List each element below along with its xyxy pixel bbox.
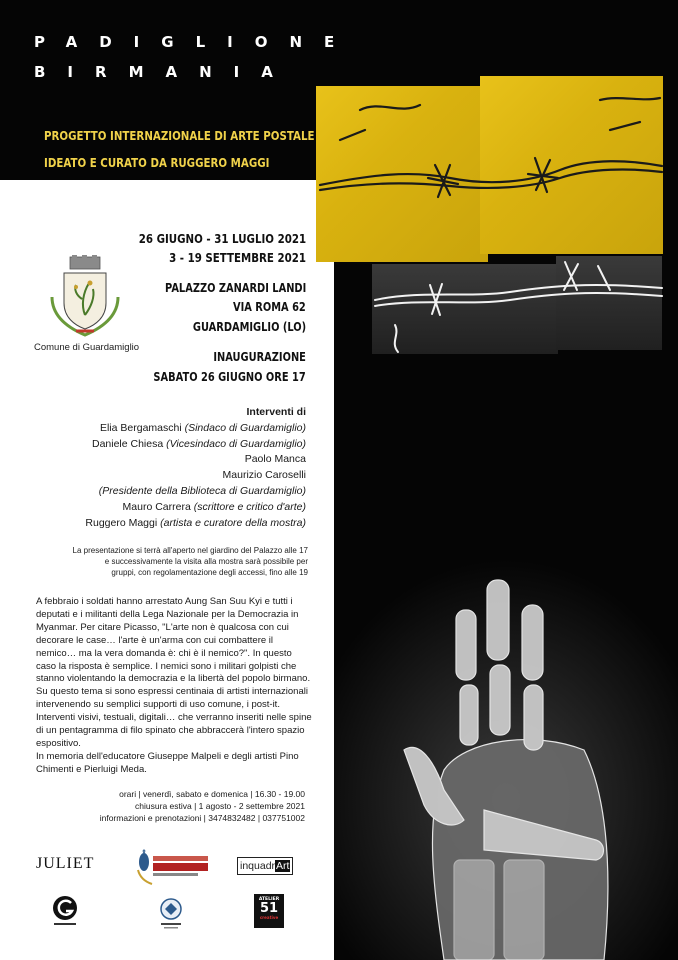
opening-label: INAUGURAZIONE [213, 350, 306, 364]
venue-city: GUARDAMIGLIO (LO) [192, 320, 306, 334]
presentation-line: e successivamente la visita alla mostra sarà possibile per [104, 557, 308, 566]
presentation-note [36, 545, 308, 578]
speaker-role: (artista e curatore della mostra) [160, 516, 306, 529]
padiglione-birmania-logo [134, 848, 210, 886]
speakers-list [85, 405, 306, 531]
subtitle-line-2: IDEATO E CURATO DA RUGGERO MAGGI [44, 155, 270, 170]
speaker-name: Elia Bergamaschi [99, 421, 182, 434]
speaker-row [85, 516, 306, 532]
atelier-bottom-text: creative [259, 915, 279, 920]
title-line-2: BIRMANIA [34, 63, 295, 81]
date-range-1: 26 GIUGNO - 31 LUGLIO 2021 [138, 231, 306, 246]
opening-hours [100, 788, 305, 824]
speaker-name: Paolo Manca [244, 453, 306, 466]
title-line-1: PADIGLIONE [34, 33, 357, 51]
barbed-wire-icon [300, 70, 678, 370]
speaker-row [85, 437, 306, 453]
speaker-row [85, 468, 306, 484]
speaker-name: Ruggero Maggi [85, 516, 158, 529]
opening-date: SABATO 26 GIUGNO ORE 17 [153, 370, 306, 384]
comune-label: Comune di Guardamiglio [34, 342, 140, 353]
speaker-row [85, 484, 306, 500]
body-paragraph: In memoria dell'educatore Giuseppe Malpeli e degli artisti Pino Chimenti e Pierluigi Meda. [36, 750, 299, 775]
atelier-51-logo [254, 894, 284, 928]
body-text [36, 596, 312, 777]
date-range-2: 3 - 19 SETTEMBRE 2021 [169, 250, 306, 265]
speaker-row [85, 500, 306, 516]
venue-street: VIA ROMA 62 [233, 300, 306, 314]
speaker-name: Daniele Chiesa [91, 437, 164, 450]
coat-of-arms-icon [46, 255, 124, 339]
juliet-logo: JULIET [36, 855, 95, 872]
inquadrart-logo [237, 857, 293, 875]
speaker-role: (Sindaco di Guardamiglio) [184, 421, 306, 434]
inquadr-text: inquadr [240, 860, 276, 872]
speakers-heading: Interventi di [246, 406, 306, 418]
atelier-number: 51 [259, 901, 279, 916]
presentation-line: La presentazione si terrà all'aperto nel giardino del Palazzo alle 17 [72, 546, 308, 555]
hours-line: chiusura estiva | 1 agosto - 2 settembre 2021 [135, 801, 305, 811]
hours-line: orari | venerdì, sabato e domenica | 16.30 - 19.00 [119, 789, 305, 799]
body-paragraph: A febbraio i soldati hanno arrestato Aung San Suu Kyi e tutti i deputati e i militanti della Lega Nazionale per la Democrazia in Myanmar. Per citare Picasso, "L'arte non è qualcosa con cui decorare le case… l'arte è un'arma con cui combattere il nemico… ma la vera domanda è: chi è il nemico?". In questo caso la risposta è semplice. I nemici sono i militari golpisti che stanno violentando la democrazia e la libertà del popolo birmano. Su questo tema si sono espressi centinaia di artisti internazionali intervenendo su semplici supporti di uso comune, i post-it. Interventi visivi, testuali, digitali… che verranno inseriti nelle spine di un pentagramma di filo spinato che abbraccerà l'intero spazio espositivo. [36, 596, 312, 749]
emblem-logo-icon [156, 896, 186, 930]
venue-name: PALAZZO ZANARDI LANDI [164, 281, 306, 295]
hours-line: informazioni e prenotazioni | 3474832482 | 037751002 [99, 813, 305, 823]
art-text: Art [276, 860, 290, 872]
speaker-role: (Vicesindaco di Guardamiglio) [166, 437, 306, 450]
speaker-role: (Presidente della Biblioteca di Guardamiglio) [98, 484, 306, 497]
atelier-top-text: ATELIER [258, 897, 280, 902]
subtitle-line-1: PROGETTO INTERNAZIONALE DI ARTE POSTALE [44, 128, 315, 143]
speaker-row [85, 421, 306, 437]
xray-hand-icon [334, 560, 678, 960]
speaker-name: Maurizio Caroselli [222, 469, 306, 482]
speaker-name: Mauro Carrera [122, 500, 191, 513]
g-logo-icon [50, 894, 80, 928]
presentation-line: gruppi, con regolamentazione degli accessi, fino alle 19 [111, 568, 308, 577]
speaker-row [85, 452, 306, 468]
speaker-role: (scrittore e critico d'arte) [193, 500, 306, 513]
